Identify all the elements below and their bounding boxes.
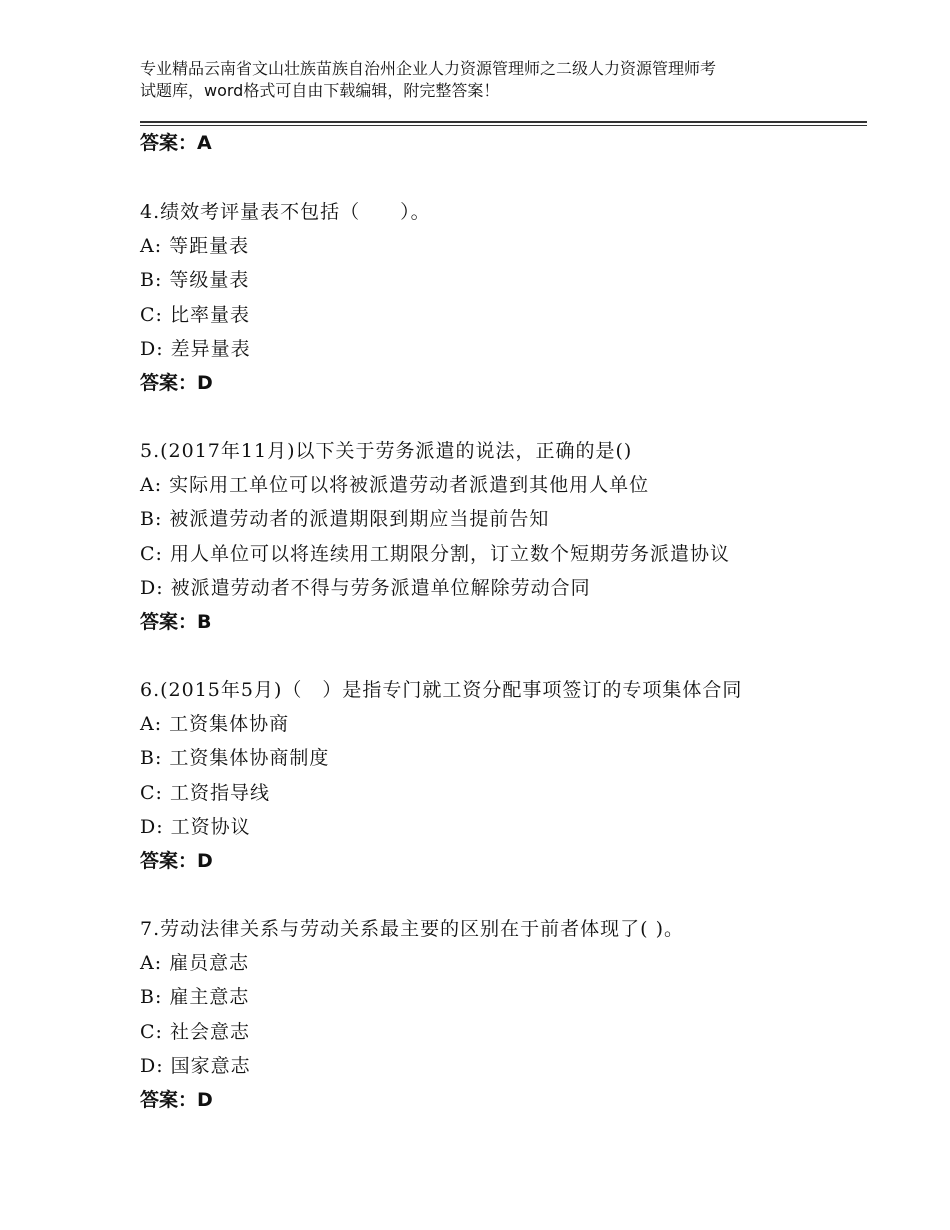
question-block-7: [140, 912, 860, 1117]
question-answer: 答案：D: [140, 849, 213, 872]
question-stem: 6.(2015年5月)（ ）是指专门就工资分配事项签订的专项集体合同: [140, 679, 743, 701]
header-title-line-1: 专业精品云南省文山壮族苗族自治州企业人力资源管理师之二级人力资源管理师考: [140, 59, 717, 78]
option-b: B: 雇主意志: [140, 986, 250, 1009]
question-answer: 答案：D: [140, 371, 213, 394]
previous-question-answer: 答案：A: [140, 132, 212, 154]
question-answer: 答案：B: [140, 610, 212, 633]
option-c: C: 社会意志: [140, 1020, 250, 1043]
option-d: D: 差异量表: [140, 337, 251, 360]
page-header: [140, 58, 840, 102]
option-c: C: 工资指导线: [140, 781, 270, 804]
question-answer: 答案：D: [140, 1088, 213, 1111]
option-b: B: 工资集体协商制度: [140, 747, 330, 770]
header-divider: [140, 121, 867, 126]
option-b: B: 等级量表: [140, 269, 250, 292]
question-block-5: [140, 434, 860, 639]
option-a: A: 实际用工单位可以将被派遣劳动者派遣到其他用人单位: [140, 474, 650, 497]
header-title-line-2: 试题库，word格式可自由下载编辑，附完整答案！: [140, 81, 500, 100]
option-c: C: 用人单位可以将连续用工期限分割，订立数个短期劳务派遣协议: [140, 542, 730, 565]
question-stem: 4.绩效考评量表不包括（ ）。: [140, 201, 431, 223]
option-a: A: 等距量表: [140, 235, 250, 258]
option-a: A: 工资集体协商: [140, 713, 290, 736]
option-d: D: 被派遣劳动者不得与劳务派遣单位解除劳动合同: [140, 576, 591, 599]
option-a: A: 雇员意志: [140, 952, 250, 975]
question-stem: 7.劳动法律关系与劳动关系最主要的区别在于前者体现了( )。: [140, 918, 684, 940]
option-d: D: 国家意志: [140, 1054, 251, 1077]
option-c: C: 比率量表: [140, 303, 250, 326]
question-block-6: [140, 673, 860, 878]
question-block-4: [140, 195, 860, 400]
option-b: B: 被派遣劳动者的派遣期限到期应当提前告知: [140, 508, 550, 531]
question-stem: 5.(2017年11月)以下关于劳务派遣的说法，正确的是(): [140, 440, 633, 462]
option-d: D: 工资协议: [140, 815, 251, 838]
